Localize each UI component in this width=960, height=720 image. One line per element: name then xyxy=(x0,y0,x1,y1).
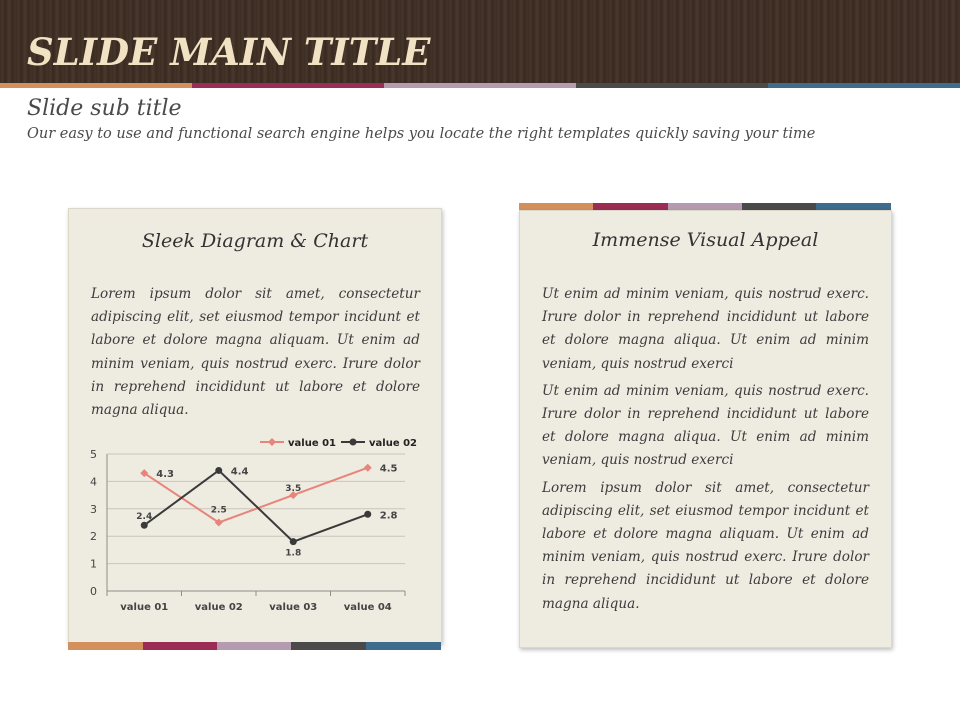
data-label: 4.4 xyxy=(230,466,249,478)
legend-marker xyxy=(268,438,276,446)
stripe-segment xyxy=(576,83,768,88)
data-point xyxy=(215,467,222,474)
stripe-segment xyxy=(519,203,593,210)
stripe-segment xyxy=(816,203,891,210)
x-tick-label: value 03 xyxy=(269,602,318,613)
right-card-paragraph: Ut enim ad minim veniam, quis nostrud exerc. Irure dolor in reprehend incididunt ut labore et dolore magna aliqua. Ut enim ad minim veniam, quis nostrud exerci xyxy=(542,286,869,372)
right-card-paragraph: Ut enim ad minim veniam, quis nostrud exerc. Irure dolor in reprehend incididunt ut labore et dolore magna aliqua. Ut enim ad minim veniam, quis nostrud exerci xyxy=(542,382,869,469)
left-card-color-stripe xyxy=(68,642,441,650)
stripe-segment xyxy=(768,83,960,88)
stripe-segment xyxy=(384,83,576,88)
legend-marker xyxy=(350,439,357,446)
data-label: 2.8 xyxy=(379,510,398,522)
y-tick-label: 5 xyxy=(90,448,97,461)
stripe-segment xyxy=(0,83,192,88)
legend-label: value 02 xyxy=(369,438,417,449)
stripe-segment xyxy=(593,203,668,210)
data-label: 2.4 xyxy=(136,512,153,523)
x-tick-label: value 04 xyxy=(343,602,392,613)
x-tick-label: value 01 xyxy=(120,602,169,613)
y-tick-label: 2 xyxy=(90,530,97,544)
data-label: 1.8 xyxy=(285,548,302,559)
legend-label: value 01 xyxy=(288,438,336,449)
left-card-body xyxy=(91,283,420,426)
data-point xyxy=(364,464,372,472)
data-label: 4.5 xyxy=(379,463,398,475)
right-card-paragraph: Lorem ipsum dolor sit amet, consectetur adipiscing elit, set eiusmod tempor incidunt et labore et dolore magna aliquam. Ut enim ad minim veniam, quis nostrud exerc. Irure dolor in reprehend incididunt ut labore et dolore magna aliqua. xyxy=(542,479,869,612)
stripe-segment xyxy=(217,642,291,650)
title-bar xyxy=(0,0,960,83)
left-card-title: Sleek Diagram & Chart xyxy=(141,230,369,252)
data-label: 3.5 xyxy=(285,484,302,495)
line-chart xyxy=(70,430,440,640)
y-tick-label: 0 xyxy=(90,585,97,598)
right-card xyxy=(519,210,892,648)
stripe-segment xyxy=(668,203,742,210)
right-card-title: Immense Visual Appeal xyxy=(592,229,819,251)
stripe-segment xyxy=(192,83,384,88)
right-card-color-stripe xyxy=(519,203,891,210)
y-tick-label: 1 xyxy=(90,557,97,571)
stripe-segment xyxy=(366,642,441,650)
slide-main-title: SLIDE MAIN TITLE xyxy=(27,30,431,74)
y-tick-label: 3 xyxy=(90,502,97,516)
slide-sub-title: Slide sub title xyxy=(27,96,182,121)
slide-description: Our easy to use and functional search engine helps you locate the right templates quickly saving your time xyxy=(27,126,816,142)
left-card-paragraph: Lorem ipsum dolor sit amet, consectetur adipiscing elit, set eiusmod tempor incidunt et labore et dolore magna aliquam. Ut enim ad minim veniam, quis nostrud exerc. Irure dolor in reprehend incididunt ut labore et dolore magna aliqua. xyxy=(91,286,420,419)
data-point xyxy=(364,511,371,518)
data-label: 2.5 xyxy=(210,505,227,516)
stripe-segment xyxy=(742,203,816,210)
data-label: 4.3 xyxy=(156,469,174,481)
stripe-segment xyxy=(143,642,217,650)
data-point xyxy=(141,522,148,529)
series-line xyxy=(144,468,368,523)
stripe-segment xyxy=(68,642,143,650)
data-point xyxy=(290,538,297,545)
stripe-segment xyxy=(291,642,366,650)
header-color-stripe xyxy=(0,83,960,88)
right-card-body xyxy=(542,283,869,620)
x-tick-label: value 02 xyxy=(194,602,243,613)
y-tick-label: 4 xyxy=(90,475,97,489)
